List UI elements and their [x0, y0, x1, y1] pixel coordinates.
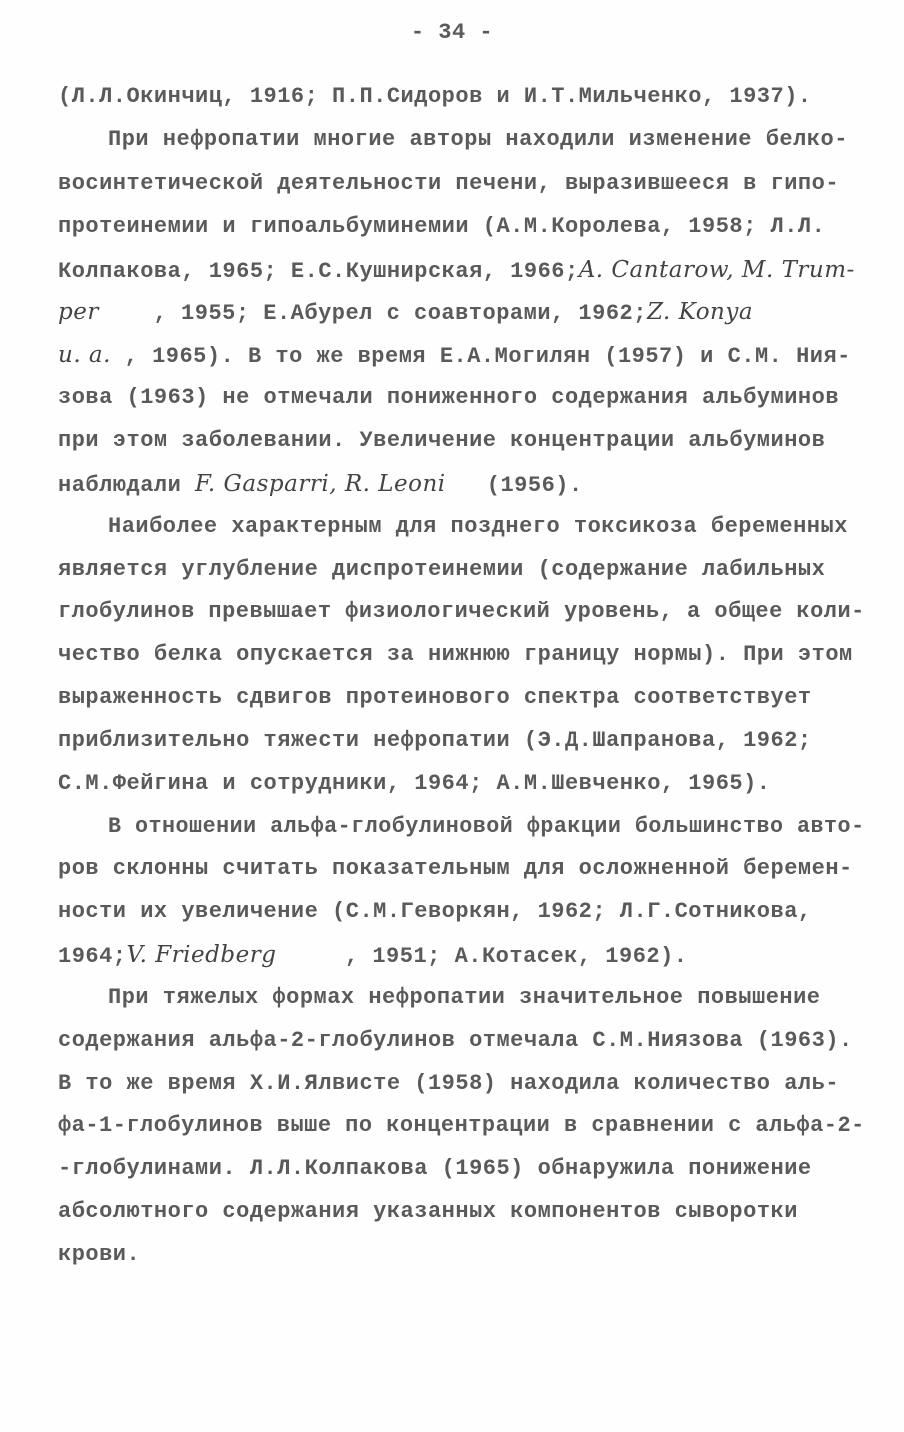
text-line: [58, 297, 753, 327]
text-line: [108, 125, 848, 155]
typed-text: В то же время Х.И.Ялвисте (1958) находила количество аль-: [58, 1071, 840, 1096]
text-line: [58, 1197, 798, 1227]
typed-text: -глобулинами. Л.Л.Колпакова (1965) обнаружила понижение: [58, 1156, 812, 1181]
typed-text: (1956).: [445, 473, 583, 498]
typed-text: Колпакова, 1965; Е.С.Кушнирская, 1966;: [58, 259, 579, 284]
typed-text: фа-1-глобулинов выше по концентрации в сравнении с альфа-2-: [58, 1113, 865, 1138]
text-line: [108, 983, 821, 1013]
text-line: [58, 383, 839, 413]
handwritten-citation: V. Friedberg: [126, 942, 277, 968]
handwritten-citation: u. a.: [58, 342, 111, 368]
text-line: [58, 726, 812, 756]
typed-text: ности их увеличение (С.М.Геворкян, 1962; Л.Г.Сотникова,: [58, 899, 812, 924]
typed-text: наблюдали: [58, 473, 196, 498]
text-line: [108, 812, 865, 842]
text-line: [58, 340, 851, 370]
typed-text: ров склонны считать показательным для осложненной беремен-: [58, 856, 853, 881]
typed-text: содержания альфа-2-глобулинов отмечала С.М.Ниязова (1963).: [58, 1028, 853, 1053]
typed-text: В отношении альфа-глобулиновой фракции большинство авто-: [108, 814, 865, 839]
handwritten-citation: F. Gasparri, R. Leoni: [195, 471, 446, 497]
typed-text: При тяжелых формах нефропатии значительное повышение: [108, 985, 821, 1010]
typed-text: При нефропатии многие авторы находили изменение белко-: [108, 127, 848, 152]
text-line: [58, 426, 825, 456]
text-line: [58, 469, 583, 499]
text-line: [58, 640, 853, 670]
typed-text: зова (1963) не отмечали пониженного содержания альбуминов: [58, 385, 840, 410]
text-line: [58, 854, 853, 884]
text-line: [58, 169, 839, 199]
text-line: [58, 1111, 865, 1141]
typed-text: крови.: [58, 1242, 141, 1267]
typed-text: чество белка опускается за нижнюю границу нормы). При этом: [58, 642, 853, 667]
typed-text: восинтетической деятельности печени, выразившееся в гипо-: [58, 171, 840, 196]
typed-text: Наиболее характерным для позднего токсикоза беременных: [108, 514, 848, 539]
text-line: [58, 940, 688, 970]
handwritten-citation: per: [58, 299, 99, 325]
typed-text: приблизительно тяжести нефропатии (Э.Д.Шапранова, 1962;: [58, 728, 812, 753]
typed-text: (Л.Л.Окинчиц, 1916; П.П.Сидоров и И.Т.Мильченко, 1937).: [58, 84, 812, 109]
typed-text: абсолютного содержания указанных компонентов сыворотки: [58, 1199, 798, 1224]
typed-text: протеинемии и гипоальбуминемии (А.М.Королева, 1958; Л.Л.: [58, 214, 826, 239]
typed-text: при этом заболевании. Увеличение концентрации альбуминов: [58, 428, 826, 453]
text-line: [58, 597, 865, 627]
text-line: [58, 82, 812, 112]
typed-text: , 1951; А.Котасек, 1962).: [276, 944, 688, 969]
typed-text: , 1955; Е.Абурел с соавторами, 1962;: [98, 301, 647, 326]
text-line: [58, 555, 825, 585]
handwritten-citation: A. Cantarow, M. Trum-: [578, 257, 855, 283]
handwritten-citation: Z. Konya: [646, 299, 754, 325]
text-line: [108, 512, 848, 542]
typed-text: глобулинов превышает физиологический уровень, а общее коли-: [58, 599, 865, 624]
text-line: [58, 212, 825, 242]
text-line: [58, 1069, 839, 1099]
text-line: [58, 1240, 140, 1270]
typed-text: выраженность сдвигов протеинового спектра соответствует: [58, 685, 812, 710]
text-line: [58, 1026, 853, 1056]
text-line: [58, 897, 812, 927]
typed-text: 1964;: [58, 944, 127, 969]
text-line: [58, 769, 771, 799]
typed-text: С.М.Фейгина и сотрудники, 1964; А.М.Шевченко, 1965).: [58, 771, 771, 796]
page-number: - 34 -: [410, 20, 494, 45]
typed-text: , 1965). В то же время Е.А.Могилян (1957) и С.М. Ния-: [110, 344, 851, 369]
typed-text: является углубление диспротеинемии (содержание лабильных: [58, 557, 826, 582]
text-line: [58, 683, 812, 713]
text-line: [58, 1154, 812, 1184]
text-line: [58, 255, 855, 285]
